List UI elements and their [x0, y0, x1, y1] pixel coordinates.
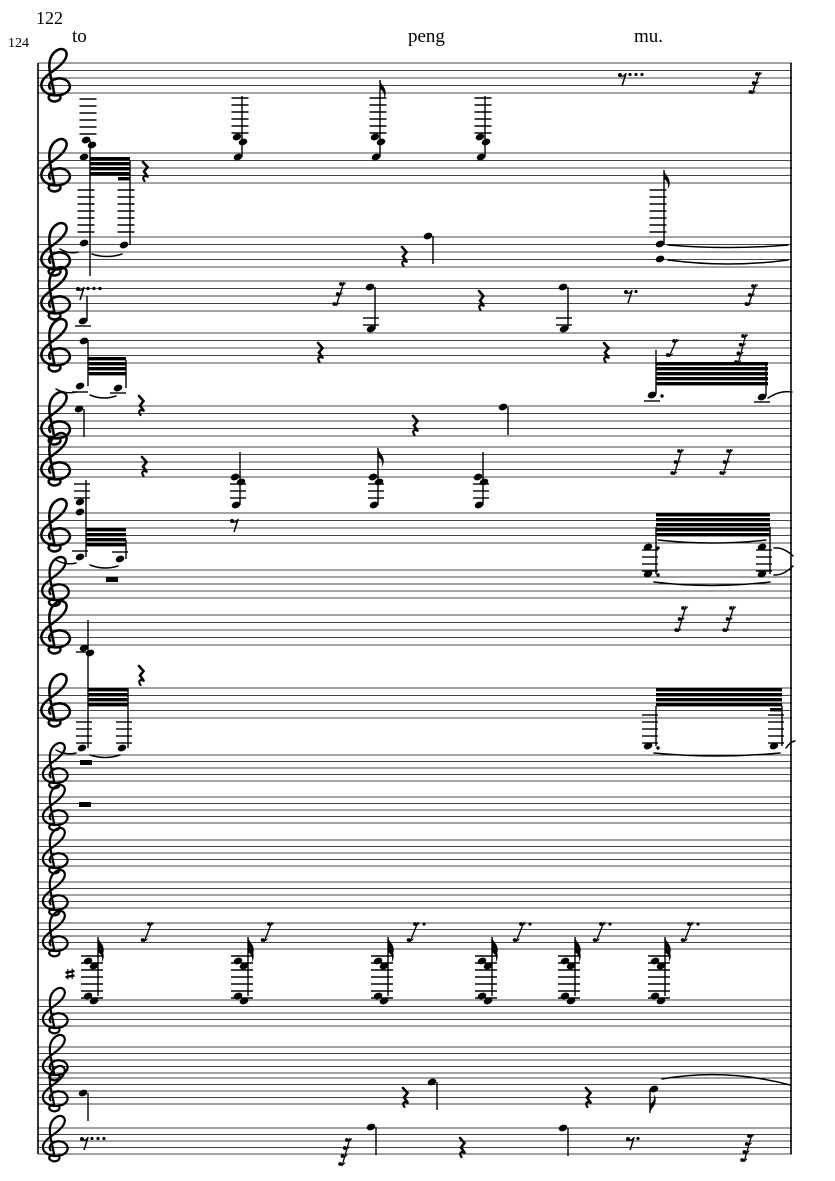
- tie-slur: [90, 395, 116, 398]
- notehead: [115, 554, 125, 563]
- quarter-rest: [139, 410, 143, 415]
- augmentation-dot: [696, 922, 699, 925]
- tie-slur: [774, 548, 793, 556]
- tremolo-beam: [88, 698, 128, 701]
- tremolo-beam: [88, 362, 126, 365]
- augmentation-dot: [636, 1137, 639, 1140]
- half-rest: [79, 802, 91, 807]
- multi-flag-rest: [342, 1138, 350, 1166]
- treble-clef-icon: [41, 499, 70, 551]
- quarter-rest: [460, 1152, 464, 1157]
- note-flag: [650, 1094, 656, 1113]
- augmentation-dot: [656, 746, 659, 749]
- quarter-rest: [139, 666, 144, 681]
- augmentation-dot: [634, 290, 637, 293]
- tremolo-beam: [656, 688, 782, 691]
- lyric-syllable: mu.: [634, 26, 664, 47]
- augmentation-dot: [634, 73, 637, 76]
- notehead: [77, 743, 87, 752]
- quarter-rest: [413, 430, 417, 435]
- notehead: [117, 743, 127, 752]
- quarter-rest: [139, 680, 143, 685]
- notehead: [423, 231, 433, 240]
- tremolo-beam: [88, 693, 128, 696]
- lyric-syllable: peng: [408, 26, 445, 47]
- quarter-rest: [143, 176, 147, 181]
- quarter-rest: [318, 357, 322, 362]
- notehead: [113, 383, 123, 392]
- tie-slur: [774, 566, 793, 575]
- tie-slur: [92, 254, 122, 257]
- augmentation-dot: [528, 922, 531, 925]
- quarter-rest: [403, 1102, 407, 1107]
- tremolo-beam: [656, 533, 770, 536]
- treble-clef-icon: [41, 139, 70, 191]
- augmentation-dot: [422, 922, 425, 925]
- treble-clef-icon: [41, 49, 70, 101]
- tie-slur: [662, 1075, 790, 1085]
- measure-number-top: 122: [36, 8, 63, 28]
- notehead: [75, 507, 85, 516]
- tremolo-beam: [656, 518, 770, 521]
- treble-clef-icon: [41, 319, 70, 371]
- tremolo-beam: [88, 367, 126, 370]
- tremolo-beam: [90, 162, 130, 165]
- tie-slur: [668, 245, 788, 248]
- tremolo-beam: [656, 377, 768, 380]
- tremolo-beam: [90, 157, 130, 160]
- note-flag: [664, 170, 670, 189]
- quarter-rest: [586, 1088, 591, 1103]
- treble-clef-icon: [41, 601, 70, 653]
- augmentation-dot: [608, 922, 611, 925]
- tremolo-beam: [86, 528, 126, 531]
- quarter-rest: [479, 305, 483, 310]
- augmentation-dot: [660, 394, 663, 397]
- sharp-sign: [66, 971, 75, 973]
- augmentation-dot: [90, 1137, 93, 1140]
- augmentation-dot: [628, 73, 631, 76]
- quarter-rest: [142, 471, 146, 476]
- quarter-rest: [402, 261, 406, 266]
- tremolo-beam: [656, 693, 782, 696]
- notehead: [558, 282, 568, 291]
- notehead: [427, 1077, 437, 1086]
- note-flag: [380, 80, 386, 99]
- tremolo-beam: [656, 372, 768, 375]
- augmentation-dot: [92, 287, 95, 290]
- tie-slur: [90, 565, 118, 568]
- multi-flag-rest: [738, 334, 746, 364]
- augmentation-dot: [98, 287, 101, 290]
- quarter-rest: [403, 1088, 408, 1103]
- half-rest: [106, 577, 118, 582]
- tie-slur: [56, 750, 76, 754]
- tremolo-beam: [656, 382, 768, 385]
- notehead: [78, 1088, 88, 1097]
- half-rest: [80, 760, 92, 765]
- treble-clef-icon: [42, 557, 69, 606]
- augmentation-dot: [96, 1137, 99, 1140]
- notehead: [75, 552, 85, 561]
- notehead: [79, 238, 89, 247]
- quarter-rest: [586, 1102, 590, 1107]
- tremolo-beam: [88, 703, 128, 706]
- sharp-sign: [66, 975, 75, 977]
- tremolo-beam: [118, 177, 130, 180]
- augmentation-dot: [656, 546, 659, 549]
- tremolo-beam: [86, 538, 126, 541]
- notehead: [558, 1123, 568, 1132]
- notehead: [75, 497, 85, 506]
- tremolo-beam: [88, 688, 128, 691]
- quarter-rest: [460, 1138, 465, 1153]
- augmentation-dot: [656, 573, 659, 576]
- augmentation-dot: [86, 287, 89, 290]
- tie-slur: [668, 260, 788, 264]
- lyric-syllable: to: [72, 26, 87, 47]
- tremolo-beam: [88, 372, 126, 375]
- tremolo-beam: [656, 513, 770, 516]
- tremolo-beam: [770, 708, 782, 711]
- notehead: [365, 282, 375, 291]
- augmentation-dot: [102, 1137, 105, 1140]
- quarter-rest: [604, 357, 608, 362]
- augmentation-dot: [640, 73, 643, 76]
- notehead: [75, 381, 85, 390]
- tremolo-beam: [656, 528, 770, 531]
- notehead: [498, 402, 508, 411]
- tremolo-beam: [88, 357, 126, 360]
- tremolo-beam: [86, 533, 126, 536]
- tremolo-beam: [656, 523, 770, 526]
- tremolo-beam: [656, 703, 782, 706]
- tremolo-beam: [656, 698, 782, 701]
- tremolo-beam: [86, 543, 126, 546]
- tremolo-beam: [90, 172, 130, 175]
- treble-clef-icon: [41, 433, 70, 485]
- measure-number-left: 124: [8, 36, 29, 51]
- note-flag: [378, 448, 384, 467]
- tie-slur: [768, 392, 792, 398]
- notehead: [366, 1122, 376, 1131]
- quarter-rest: [143, 162, 148, 177]
- quarter-rest: [139, 396, 144, 411]
- tremolo-beam: [656, 362, 768, 365]
- notehead: [655, 254, 665, 263]
- tremolo-beam: [90, 167, 130, 170]
- treble-clef-icon: [41, 674, 70, 726]
- notehead: [119, 240, 129, 249]
- tremolo-beam: [656, 367, 768, 370]
